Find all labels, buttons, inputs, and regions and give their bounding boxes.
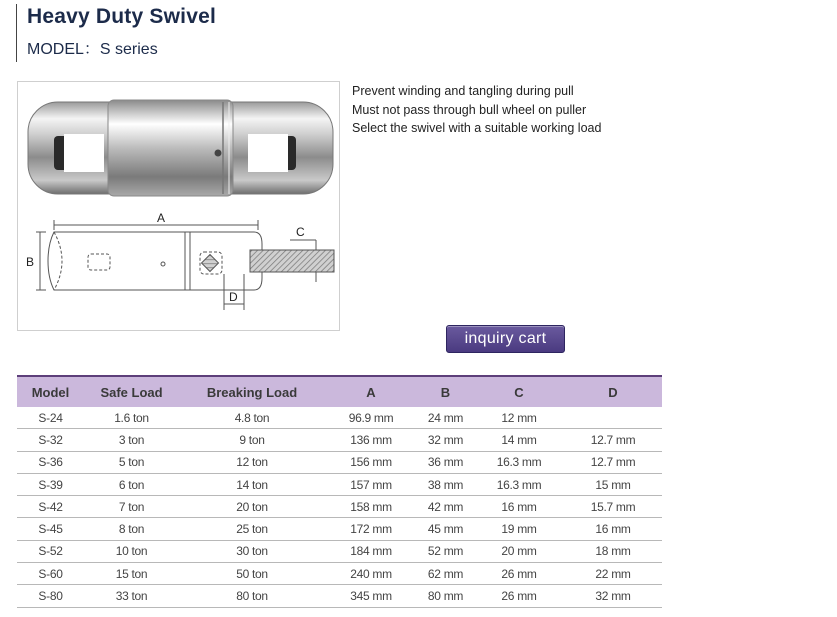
table-cell: 32 mm [564, 585, 662, 607]
table-row [17, 518, 662, 540]
table-cell: 42 mm [417, 496, 474, 518]
table-cell: 240 mm [325, 563, 417, 585]
table-cell: 5 ton [84, 451, 179, 473]
table-row [17, 496, 662, 518]
title-block [16, 4, 216, 62]
dimension-label-a: A [157, 211, 166, 225]
table-cell: 12.7 mm [564, 429, 662, 451]
table-row [17, 563, 662, 585]
table-cell: S-36 [17, 451, 84, 473]
table-row [17, 407, 662, 429]
table-cell: 18 mm [564, 540, 662, 562]
table-cell: 32 mm [417, 429, 474, 451]
table-cell: S-60 [17, 563, 84, 585]
table-cell: 36 mm [417, 451, 474, 473]
table-cell: 30 ton [179, 540, 325, 562]
dimension-label-d: D [229, 290, 238, 304]
column-header: Breaking Load [179, 376, 325, 407]
table-cell: 14 mm [474, 429, 564, 451]
table-row [17, 429, 662, 451]
swivel-photo [28, 100, 333, 196]
dimension-drawing [36, 220, 334, 310]
table-cell: 52 mm [417, 540, 474, 562]
table-cell: 345 mm [325, 585, 417, 607]
dimension-label-c: C [296, 225, 305, 239]
table-cell: S-32 [17, 429, 84, 451]
table-cell: 15 mm [564, 473, 662, 495]
table-cell: S-39 [17, 473, 84, 495]
column-header: B [417, 376, 474, 407]
dimension-label-b: B [26, 255, 35, 269]
table-cell: 4.8 ton [179, 407, 325, 429]
table-cell: S-80 [17, 585, 84, 607]
spec-table [17, 375, 662, 608]
table-cell: 22 mm [564, 563, 662, 585]
table-cell: 25 ton [179, 518, 325, 540]
table-cell: 15 ton [84, 563, 179, 585]
description-line: Must not pass through bull wheel on puller [352, 102, 587, 117]
table-cell: 80 ton [179, 585, 325, 607]
table-cell: 6 ton [84, 473, 179, 495]
table-cell: 1.6 ton [84, 407, 179, 429]
table-cell: 12 ton [179, 451, 325, 473]
table-cell: 184 mm [325, 540, 417, 562]
column-header: D [564, 376, 662, 407]
table-cell: 33 ton [84, 585, 179, 607]
table-cell: 19 mm [474, 518, 564, 540]
table-cell: 26 mm [474, 563, 564, 585]
table-cell: 16.3 mm [474, 473, 564, 495]
table-cell: 96.9 mm [325, 407, 417, 429]
table-cell: 157 mm [325, 473, 417, 495]
table-cell: 16 mm [474, 496, 564, 518]
table-cell: 20 ton [179, 496, 325, 518]
product-description [352, 82, 601, 138]
table-cell: 26 mm [474, 585, 564, 607]
product-image-panel [17, 81, 340, 331]
table-cell: 62 mm [417, 563, 474, 585]
table-cell [564, 407, 662, 429]
table-cell: S-42 [17, 496, 84, 518]
table-row [17, 473, 662, 495]
table-cell: 16.3 mm [474, 451, 564, 473]
table-cell: 3 ton [84, 429, 179, 451]
table-cell: 24 mm [417, 407, 474, 429]
table-row [17, 585, 662, 607]
column-header: A [325, 376, 417, 407]
table-cell: 50 ton [179, 563, 325, 585]
description-line: Select the swivel with a suitable working load [352, 121, 602, 135]
table-cell: 15.7 mm [564, 496, 662, 518]
table-cell: 38 mm [417, 473, 474, 495]
table-cell: S-45 [17, 518, 84, 540]
column-header: Model [17, 376, 84, 407]
table-cell: 8 ton [84, 518, 179, 540]
column-header: Safe Load [84, 376, 179, 407]
table-row [17, 540, 662, 562]
table-cell: 10 ton [84, 540, 179, 562]
table-cell: 16 mm [564, 518, 662, 540]
description-line: Prevent winding and tangling during pull [352, 84, 574, 98]
table-cell: 20 mm [474, 540, 564, 562]
table-cell: 172 mm [325, 518, 417, 540]
table-cell: 158 mm [325, 496, 417, 518]
table-cell: 7 ton [84, 496, 179, 518]
inquiry-cart-button[interactable]: inquiry cart [446, 325, 565, 353]
table-cell: 45 mm [417, 518, 474, 540]
table-cell: 12.7 mm [564, 451, 662, 473]
table-header-row [17, 376, 662, 407]
table-cell: 80 mm [417, 585, 474, 607]
table-row [17, 451, 662, 473]
table-cell: S-24 [17, 407, 84, 429]
table-cell: 12 mm [474, 407, 564, 429]
model-label: MODEL：S series [27, 41, 158, 58]
column-header: C [474, 376, 564, 407]
table-cell: 14 ton [179, 473, 325, 495]
swivel-illustration [18, 82, 339, 330]
table-cell: 156 mm [325, 451, 417, 473]
page-title: Heavy Duty Swivel [27, 5, 216, 28]
table-cell: S-52 [17, 540, 84, 562]
spec-table-body [17, 407, 662, 607]
table-cell: 136 mm [325, 429, 417, 451]
table-cell: 9 ton [179, 429, 325, 451]
